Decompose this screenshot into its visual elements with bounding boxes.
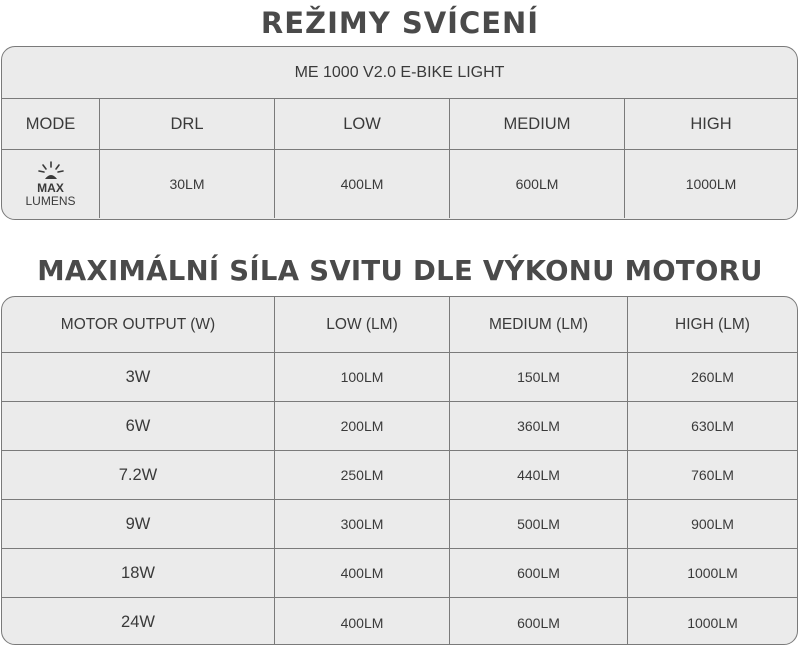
value-low: 400LM <box>275 150 450 218</box>
lighting-modes-heading: REŽIMY SVÍCENÍ <box>260 6 540 40</box>
low-lm-cell: 400LM <box>275 598 450 645</box>
low-lm-cell: 100LM <box>275 353 450 401</box>
table-header-row <box>2 297 797 353</box>
motor-output-table <box>1 296 798 645</box>
high-lm-cell: 760LM <box>691 467 734 483</box>
lighting-modes-table <box>1 46 798 220</box>
table-row <box>2 150 797 218</box>
motor-output-cell: 7.2W <box>2 451 275 499</box>
table-header-row <box>2 99 797 150</box>
header-high-lm: HIGH (LM) <box>675 315 750 333</box>
table-row <box>2 500 797 549</box>
header-low: LOW <box>275 99 450 149</box>
table-row <box>2 549 797 598</box>
light-burst-icon <box>36 161 66 181</box>
table-row <box>2 353 797 402</box>
table-row <box>2 451 797 500</box>
low-lm-cell: 250LM <box>275 451 450 499</box>
high-lm-cell: 260LM <box>691 369 734 385</box>
high-lm-cell: 1000LM <box>687 565 738 581</box>
table-row <box>2 402 797 451</box>
header-high: HIGH <box>690 114 732 133</box>
max-label: MAX <box>37 180 64 195</box>
low-lm-cell: 400LM <box>275 549 450 597</box>
lumens-label: LUMENS <box>25 193 76 208</box>
motor-output-cell: 3W <box>2 353 275 401</box>
header-motor-output: MOTOR OUTPUT (W) <box>2 297 275 352</box>
low-lm-cell: 300LM <box>275 500 450 548</box>
high-lm-cell: 1000LM <box>687 614 738 631</box>
motor-output-cell: 9W <box>2 500 275 548</box>
medium-lm-cell: 440LM <box>450 451 628 499</box>
value-medium: 600LM <box>450 150 625 218</box>
header-low-lm: LOW (LM) <box>275 297 450 352</box>
medium-lm-cell: 360LM <box>450 402 628 450</box>
motor-output-cell: 18W <box>2 549 275 597</box>
value-high: 1000LM <box>685 176 737 192</box>
table-title-row <box>2 47 797 99</box>
high-lm-cell: 900LM <box>691 516 734 532</box>
motor-output-cell: 24W <box>2 598 275 645</box>
header-medium-lm: MEDIUM (LM) <box>450 297 628 352</box>
high-lm-cell: 630LM <box>691 418 734 434</box>
max-lumens-label <box>2 150 100 218</box>
medium-lm-cell: 600LM <box>450 549 628 597</box>
low-lm-cell: 200LM <box>275 402 450 450</box>
table-row <box>2 598 797 645</box>
header-drl: DRL <box>100 99 275 149</box>
table-title: ME 1000 V2.0 E-BIKE LIGHT <box>294 63 505 81</box>
medium-lm-cell: 500LM <box>450 500 628 548</box>
header-medium: MEDIUM <box>450 99 625 149</box>
motor-output-heading: MAXIMÁLNÍ SÍLA SVITU DLE VÝKONU MOTORU <box>37 255 763 287</box>
value-drl: 30LM <box>100 150 275 218</box>
medium-lm-cell: 150LM <box>450 353 628 401</box>
header-mode: MODE <box>2 99 100 149</box>
motor-output-cell: 6W <box>2 402 275 450</box>
medium-lm-cell: 600LM <box>450 598 628 645</box>
